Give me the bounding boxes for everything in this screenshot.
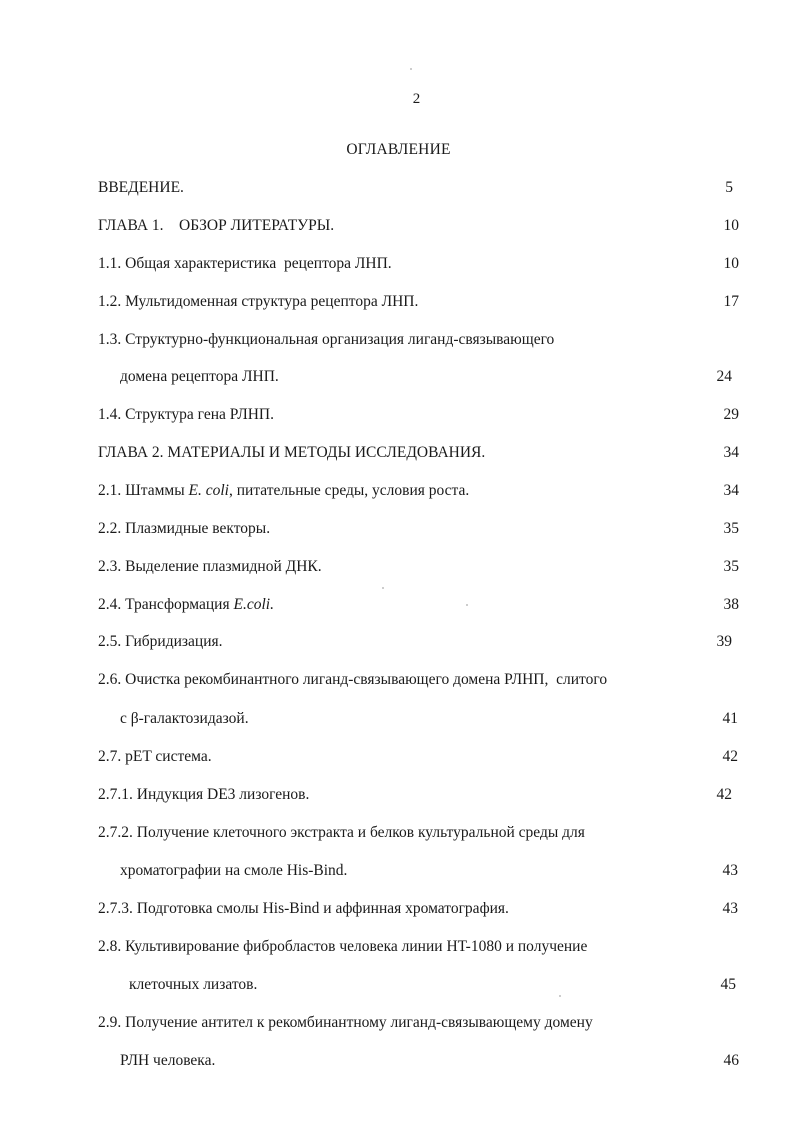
- toc-entry-page: 38: [723, 596, 739, 613]
- toc-entry-page: 34: [723, 444, 739, 461]
- toc-entry-page: 43: [722, 900, 738, 917]
- toc-entry-page: 35: [723, 520, 739, 537]
- toc-entry-text: 2.7.3. Подготовка смолы His-Bind и аффинная хроматография.: [98, 900, 509, 917]
- toc-entry-text: домена рецептора ЛНП.: [120, 368, 279, 385]
- toc-entry-page: 45: [720, 976, 736, 993]
- toc-entry-text: 2.8. Культивирование фибробластов человека линии HT-1080 и получение: [98, 938, 588, 955]
- toc-entry-text: 2.6. Очистка рекомбинантного лиганд-связывающего домена РЛНП, слитого: [98, 671, 608, 688]
- toc-entry-text: 1.3. Структурно-функциональная организация лиганд-связывающего: [98, 331, 555, 348]
- toc-entry: [98, 216, 793, 236]
- toc-entry-page: 43: [722, 862, 738, 879]
- page-number: 2: [412, 91, 421, 107]
- toc-entry-text: 2.7. pET система.: [98, 748, 212, 765]
- toc-entry-text: ГЛАВА 2. МАТЕРИАЛЫ И МЕТОДЫ ИССЛЕДОВАНИЯ.: [98, 444, 486, 461]
- toc-entry: [98, 595, 793, 615]
- toc-entry-page: 42: [716, 786, 732, 803]
- toc-entry: [98, 823, 793, 843]
- toc-entry: [98, 1013, 793, 1033]
- toc-entry: [98, 292, 793, 312]
- toc-entry-text: ВВЕДЕНИЕ.: [98, 179, 184, 196]
- toc-entry-text: 2.5. Гибридизация.: [98, 633, 223, 650]
- toc-entry-page: 34: [723, 482, 739, 499]
- toc-entry: [98, 899, 793, 919]
- toc-entry-page: 39: [716, 633, 732, 650]
- toc-entry-text: 1.4. Структура гена РЛНП.: [98, 406, 274, 423]
- toc-entry-page: 5: [725, 179, 733, 196]
- toc-entry: [98, 405, 793, 425]
- toc-entry: [98, 254, 793, 274]
- toc-entry-text: ГЛАВА 1. ОБЗОР ЛИТЕРАТУРЫ.: [98, 217, 335, 234]
- toc-entry-text: 1.2. Мультидоменная структура рецептора ЛНП.: [98, 293, 419, 310]
- toc-entry-italic: E.coli.: [233, 596, 274, 613]
- toc-entry-text: 2.7.1. Индукция DE3 лизогенов.: [98, 786, 310, 803]
- scan-speck: [466, 604, 468, 606]
- toc-entry-page: 29: [723, 406, 739, 423]
- toc-entry-text: 2.2. Плазмидные векторы.: [98, 520, 271, 537]
- toc-entry: [98, 709, 793, 729]
- toc-entry-text: клеточных лизатов.: [129, 976, 258, 993]
- toc-entry-page: 42: [722, 748, 738, 765]
- toc-entry: [98, 975, 793, 995]
- toc-entry-page: 17: [723, 293, 739, 310]
- toc-entry-text: РЛН человека.: [120, 1052, 216, 1069]
- toc-entry: [98, 861, 793, 881]
- toc-entry-text: 1.1. Общая характеристика рецептора ЛНП.: [98, 255, 392, 272]
- scan-speck: [559, 995, 561, 997]
- toc-entry-text: 2.9. Получение антител к рекомбинантному лиганд-связывающему домену: [98, 1014, 593, 1031]
- toc-entry-text: 2.7.2. Получение клеточного экстракта и белков культуральной среды для: [98, 824, 585, 841]
- toc-entry-text: хроматографии на смоле His-Bind.: [120, 862, 348, 879]
- toc-entry: [98, 747, 793, 767]
- toc-entry: [98, 367, 793, 387]
- toc-entry: [98, 937, 793, 957]
- toc-entry: [98, 178, 793, 198]
- toc-title: ОГЛАВЛЕНИЕ: [346, 141, 451, 158]
- toc-entry: [98, 330, 793, 350]
- toc-entry-page: 41: [722, 710, 738, 727]
- toc-entry-page: 24: [716, 368, 732, 385]
- toc-entry: [98, 785, 793, 805]
- toc-entry-text: с β-галактозидазой.: [120, 710, 249, 727]
- toc-entry-page: 46: [723, 1052, 739, 1069]
- toc-entry: [98, 1051, 793, 1071]
- toc-entry: [98, 519, 793, 539]
- toc-entry: [98, 481, 793, 501]
- scan-speck: [410, 68, 412, 70]
- toc-entry-page: 10: [723, 255, 739, 272]
- toc-entry: [98, 632, 793, 652]
- toc-entry: [98, 670, 793, 690]
- toc-entry-page: 10: [723, 217, 739, 234]
- toc-entry-text: 2.4. Трансформация E.coli.: [98, 596, 274, 613]
- toc-entry-text: 2.1. Штаммы E. coli, питательные среды, условия роста.: [98, 482, 470, 499]
- toc-entry-text: 2.3. Выделение плазмидной ДНК.: [98, 558, 322, 575]
- scan-speck: [382, 587, 384, 589]
- toc-entry-italic: E. coli: [188, 482, 229, 499]
- toc-entry: [98, 443, 793, 463]
- toc-entry-page: 35: [723, 558, 739, 575]
- toc-entry: [98, 557, 793, 577]
